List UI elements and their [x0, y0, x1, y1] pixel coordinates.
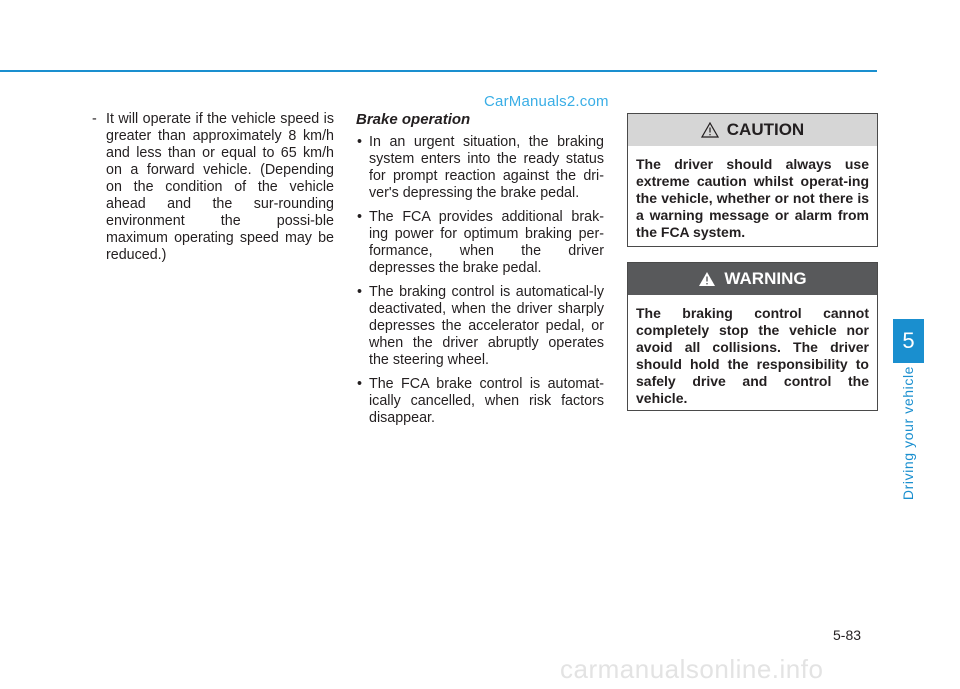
bullet-marker: • — [357, 134, 363, 150]
warning-header — [628, 263, 877, 295]
caution-title: CAUTION — [726, 120, 805, 139]
caution-text: The driver should always use extreme caution whilst operat-ing the vehicle, whether or not there is a warning message or alarm from the FCA system. — [636, 156, 869, 240]
warning-text: The braking control cannot completely stop the vehicle nor avoid all collisions. The driver should hold the responsibility to safely drive and control the vehicle. — [636, 305, 869, 406]
list-item-text: The braking control is automatical-ly deactivated, when the driver sharply depresses the accelerator pedal, or when the driver abruptly operates the steering wheel. — [369, 284, 604, 368]
column-middle — [356, 111, 604, 434]
warning-triangle-filled-icon — [698, 271, 716, 287]
list-item — [356, 376, 604, 427]
header-rule — [0, 70, 877, 72]
dash-item-text: It will operate if the vehicle speed is greater than approximately 8 km/h and less than or equal to 65 km/h on a forward vehicle. (Depending on the condition of the vehicle ahead and the sur-rounding environment the possi-ble maximum operating speed may be reduced.) — [106, 111, 334, 263]
list-item — [356, 134, 604, 202]
list-item-text: The FCA brake control is automat-ically cancelled, when risk factors disappear. — [369, 376, 604, 426]
caution-header — [628, 114, 877, 146]
list-item — [356, 209, 604, 277]
bullet-marker: • — [357, 284, 363, 300]
list-item-text: In an urgent situation, the braking system enters into the ready status for prompt reaction against the dri-ver's depressing the brake pedal. — [369, 134, 604, 201]
watermark-bottom: carmanualsonline.info — [560, 654, 824, 684]
dash-list-item — [92, 111, 334, 264]
watermark-top: CarManuals2.com — [484, 93, 609, 110]
page-number: 5-83 — [833, 627, 862, 643]
warning-triangle-outline-icon — [701, 122, 719, 138]
list-item — [356, 284, 604, 369]
list-item-text: The FCA provides additional brak-ing power for optimum braking per-formance, when the driver depresses the brake pedal. — [369, 209, 604, 276]
warning-box — [627, 262, 878, 411]
dash-marker: - — [92, 111, 97, 127]
column-left — [92, 111, 334, 264]
caution-box — [627, 113, 878, 247]
section-heading: Brake operation — [356, 111, 471, 128]
chapter-tab: 5 — [893, 319, 924, 363]
bullet-marker: • — [357, 376, 363, 392]
chapter-label: Driving your vehicle — [900, 365, 916, 501]
bullet-marker: • — [357, 209, 363, 225]
warning-title: WARNING — [724, 269, 807, 288]
